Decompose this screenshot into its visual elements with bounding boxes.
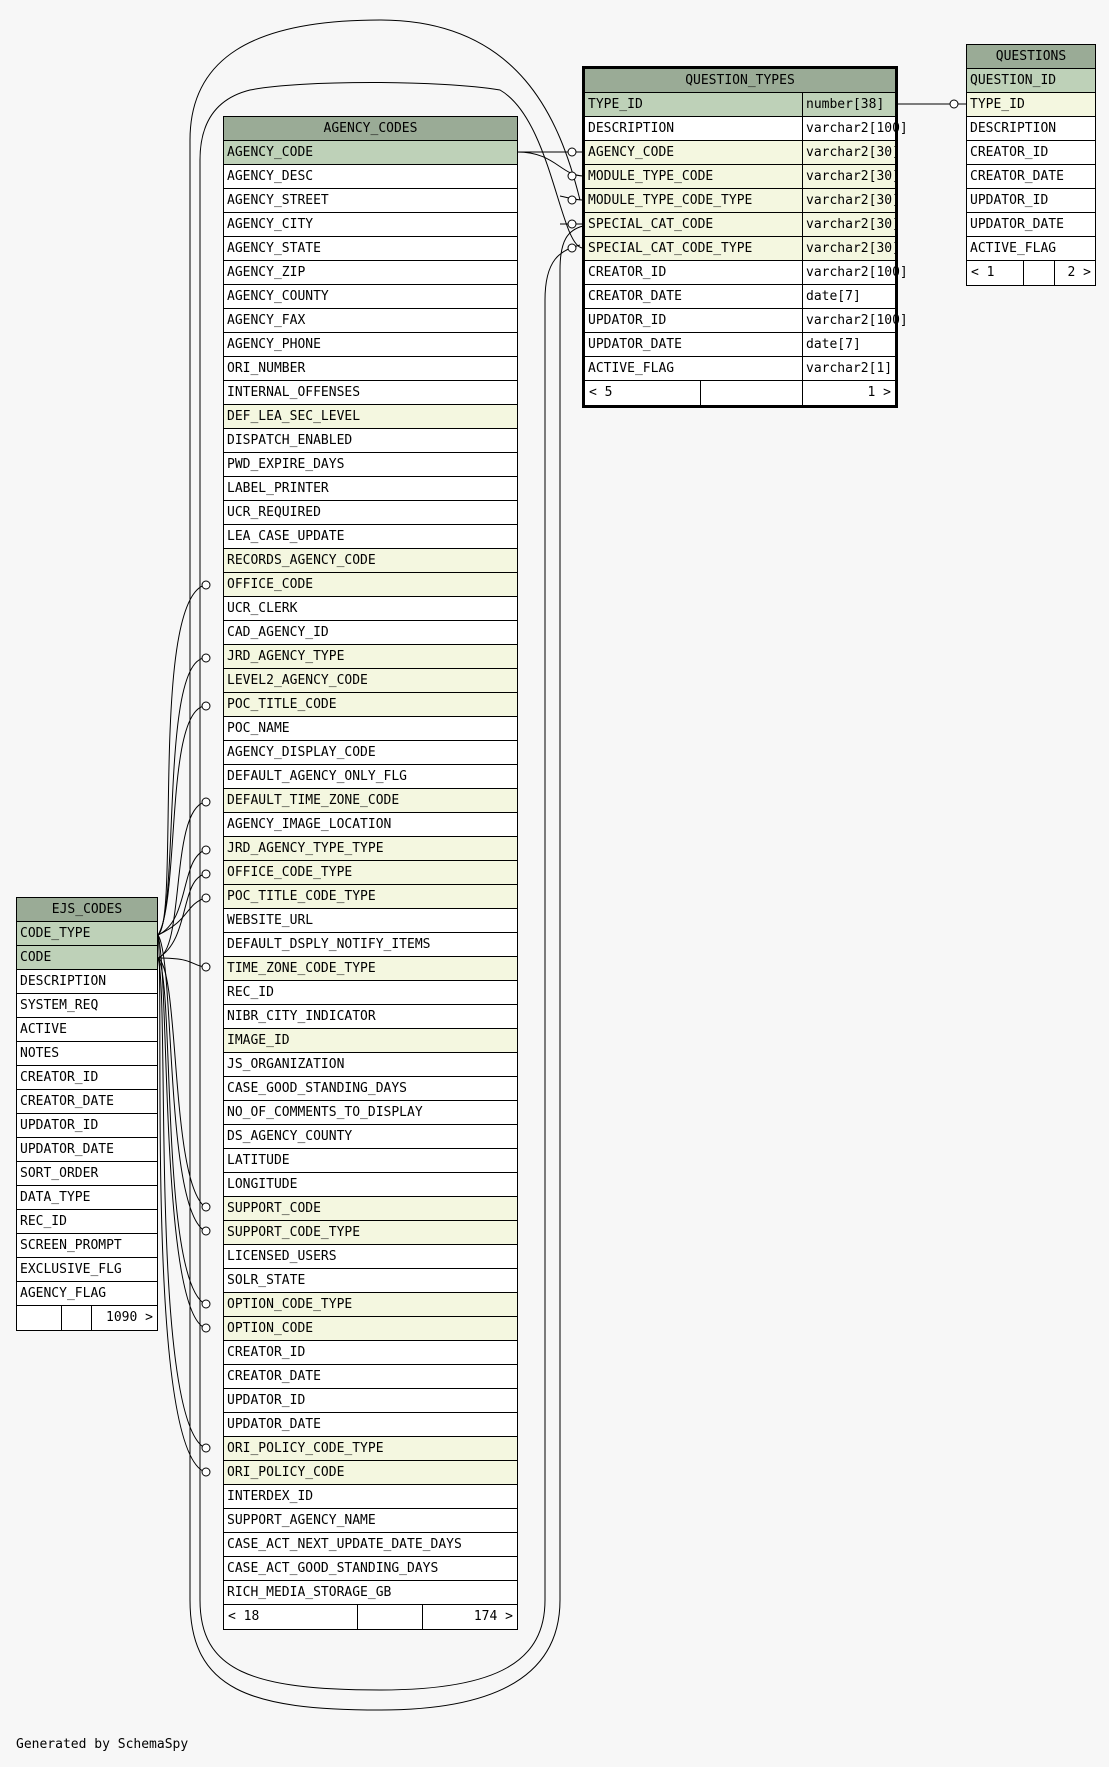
column-name: UPDATOR_ID	[970, 193, 1049, 208]
column-name: AGENCY_DISPLAY_CODE	[227, 745, 376, 760]
column-row[interactable]	[224, 1509, 517, 1533]
column-row[interactable]	[17, 1042, 157, 1066]
column-row[interactable]	[224, 1485, 517, 1509]
fk-module-type-code-type	[560, 196, 583, 200]
column-name: TYPE_ID	[588, 97, 643, 112]
column-name: SYSTEM_REQ	[20, 998, 99, 1013]
column-name: UCR_CLERK	[227, 601, 298, 616]
column-type: date[7]	[802, 285, 861, 309]
column-name: MODULE_TYPE_CODE	[588, 169, 714, 184]
fk-module-type-code	[517, 152, 583, 176]
column-row[interactable]	[585, 237, 900, 261]
column-type: varchar2[30]	[802, 213, 900, 237]
column-row[interactable]	[224, 933, 517, 957]
column-name: UPDATOR_DATE	[970, 217, 1064, 232]
column-row[interactable]	[224, 1125, 517, 1149]
column-type: varchar2[100]	[802, 117, 908, 141]
column-name: AGENCY_CODE	[227, 145, 314, 160]
column-row[interactable]	[17, 1114, 157, 1138]
column-name: SOLR_STATE	[227, 1273, 306, 1288]
column-row[interactable]	[224, 1029, 517, 1053]
column-row[interactable]	[224, 501, 517, 525]
column-row[interactable]	[224, 525, 517, 549]
column-name: NOTES	[20, 1046, 60, 1061]
children-count[interactable]: 2 >	[1067, 265, 1091, 280]
column-name: CODE	[20, 950, 52, 965]
column-name: DEFAULT_AGENCY_ONLY_FLG	[227, 769, 408, 784]
column-row[interactable]	[224, 573, 517, 597]
table-footer	[585, 381, 895, 405]
column-name: OFFICE_CODE_TYPE	[227, 865, 353, 880]
column-row[interactable]	[224, 789, 517, 813]
column-name: TIME_ZONE_CODE_TYPE	[227, 961, 376, 976]
column-name: AGENCY_STREET	[227, 193, 329, 208]
column-name: DEFAULT_DSPLY_NOTIFY_ITEMS	[227, 937, 431, 952]
column-row[interactable]	[17, 1066, 157, 1090]
column-row[interactable]	[224, 189, 517, 213]
column-row[interactable]	[224, 237, 517, 261]
column-name: ACTIVE_FLAG	[970, 241, 1057, 256]
column-name: DISPATCH_ENABLED	[227, 433, 353, 448]
column-name: AGENCY_FAX	[227, 313, 306, 328]
column-row[interactable]	[224, 957, 517, 981]
column-name: AGENCY_DESC	[227, 169, 314, 184]
table-title: QUESTION_TYPES	[685, 73, 795, 88]
column-name: REC_ID	[227, 985, 274, 1000]
column-row[interactable]	[224, 261, 517, 285]
column-name: DESCRIPTION	[20, 974, 107, 989]
column-row[interactable]	[224, 597, 517, 621]
table-title: EJS_CODES	[51, 902, 123, 917]
column-name: CREATOR_DATE	[20, 1094, 114, 1109]
column-row[interactable]	[17, 1162, 157, 1186]
column-name: CASE_GOOD_STANDING_DAYS	[227, 1081, 408, 1096]
table-footer	[967, 261, 1095, 285]
column-row[interactable]	[224, 1173, 517, 1197]
table-ejs-codes[interactable]	[16, 897, 158, 1331]
column-row[interactable]	[17, 1138, 157, 1162]
column-name: IMAGE_ID	[227, 1033, 290, 1048]
column-row[interactable]	[224, 885, 517, 909]
column-name: AGENCY_COUNTY	[227, 289, 329, 304]
column-row[interactable]	[224, 1437, 517, 1461]
column-name: AGENCY_FLAG	[20, 1286, 107, 1301]
column-row[interactable]	[224, 405, 517, 429]
column-name: DEF_LEA_SEC_LEVEL	[227, 409, 361, 424]
column-row[interactable]	[17, 970, 157, 994]
generated-by-label: Generated by SchemaSpy	[16, 1737, 189, 1752]
column-row[interactable]	[224, 381, 517, 405]
column-name: POC_TITLE_CODE	[227, 697, 337, 712]
column-row[interactable]	[224, 1389, 517, 1413]
column-row[interactable]	[17, 1258, 157, 1282]
column-row[interactable]	[585, 117, 908, 141]
column-row[interactable]	[224, 909, 517, 933]
column-row[interactable]	[224, 477, 517, 501]
column-name: REC_ID	[20, 1214, 67, 1229]
table-header[interactable]	[585, 69, 895, 93]
column-row[interactable]	[224, 333, 517, 357]
column-row[interactable]	[585, 357, 895, 381]
column-type: varchar2[1]	[802, 357, 892, 381]
column-row[interactable]	[224, 1461, 517, 1485]
column-name: CREATOR_ID	[970, 145, 1049, 160]
column-row[interactable]	[17, 1186, 157, 1210]
column-name: NO_OF_COMMENTS_TO_DISPLAY	[227, 1105, 423, 1120]
column-row[interactable]	[17, 1090, 157, 1114]
column-name: UPDATOR_ID	[20, 1118, 99, 1133]
column-row[interactable]	[224, 669, 517, 693]
column-name: LEA_CASE_UPDATE	[227, 529, 345, 544]
column-row[interactable]	[967, 165, 1095, 189]
column-name: CREATOR_DATE	[588, 289, 682, 304]
column-row[interactable]	[224, 1101, 517, 1125]
column-row[interactable]	[585, 333, 895, 357]
column-name: SCREEN_PROMPT	[20, 1238, 122, 1253]
column-row[interactable]	[224, 837, 517, 861]
column-row[interactable]	[585, 141, 900, 165]
table-questions[interactable]	[966, 44, 1096, 286]
column-name: CAD_AGENCY_ID	[227, 625, 329, 640]
column-row[interactable]	[224, 741, 517, 765]
parents-count[interactable]: < 18	[228, 1609, 260, 1624]
table-header[interactable]	[17, 898, 157, 922]
column-row[interactable]	[224, 213, 517, 237]
column-name: ACTIVE_FLAG	[588, 361, 675, 376]
column-name: SUPPORT_CODE	[227, 1201, 321, 1216]
column-row[interactable]	[224, 453, 517, 477]
table-footer	[224, 1605, 517, 1629]
column-row[interactable]	[585, 189, 900, 213]
column-name: MODULE_TYPE_CODE_TYPE	[588, 193, 753, 208]
column-name: JRD_AGENCY_TYPE	[227, 649, 345, 664]
column-row[interactable]	[967, 93, 1095, 117]
column-row[interactable]	[17, 1282, 157, 1306]
column-name: UPDATOR_DATE	[227, 1417, 321, 1432]
column-row[interactable]	[224, 861, 517, 885]
column-row[interactable]	[967, 237, 1095, 261]
column-name: CASE_ACT_NEXT_UPDATE_DATE_DAYS	[227, 1537, 462, 1552]
column-name: CREATOR_ID	[227, 1345, 306, 1360]
column-name: UPDATOR_ID	[227, 1393, 306, 1408]
column-row[interactable]	[585, 165, 900, 189]
column-name: TYPE_ID	[970, 97, 1025, 112]
column-name: CREATOR_DATE	[970, 169, 1064, 184]
column-row[interactable]	[967, 189, 1095, 213]
table-question-types[interactable]	[582, 66, 908, 408]
parents-count[interactable]: < 1	[971, 265, 995, 280]
table-header[interactable]	[967, 45, 1095, 69]
column-row[interactable]	[224, 1245, 517, 1269]
column-row[interactable]	[224, 813, 517, 837]
column-row[interactable]	[585, 285, 895, 309]
column-name: CREATOR_DATE	[227, 1369, 321, 1384]
column-type: varchar2[30]	[802, 237, 900, 261]
column-row[interactable]	[224, 645, 517, 669]
column-name: SPECIAL_CAT_CODE	[588, 217, 714, 232]
column-name: LICENSED_USERS	[227, 1249, 337, 1264]
column-name: ORI_POLICY_CODE	[227, 1465, 345, 1480]
column-type: varchar2[30]	[802, 165, 900, 189]
column-row[interactable]	[224, 717, 517, 741]
column-name: NIBR_CITY_INDICATOR	[227, 1009, 376, 1024]
column-name: ACTIVE	[20, 1022, 67, 1037]
column-row[interactable]	[224, 1557, 517, 1581]
children-count[interactable]: 1 >	[867, 385, 891, 400]
column-name: ORI_POLICY_CODE_TYPE	[227, 1441, 384, 1456]
column-row[interactable]	[224, 1149, 517, 1173]
column-name: AGENCY_ZIP	[227, 265, 306, 280]
column-row[interactable]	[224, 165, 517, 189]
column-name: CREATOR_ID	[20, 1070, 99, 1085]
column-name: SPECIAL_CAT_CODE_TYPE	[588, 241, 753, 256]
column-row[interactable]	[224, 141, 517, 165]
children-count[interactable]: 174 >	[473, 1609, 513, 1624]
column-type: varchar2[100]	[802, 261, 908, 285]
column-type: varchar2[100]	[802, 309, 908, 333]
column-name: ORI_NUMBER	[227, 361, 306, 376]
column-name: UPDATOR_ID	[588, 313, 667, 328]
table-footer	[17, 1306, 157, 1330]
column-row[interactable]	[224, 1197, 517, 1221]
column-name: LEVEL2_AGENCY_CODE	[227, 673, 368, 688]
column-row[interactable]	[967, 69, 1095, 93]
column-name: DESCRIPTION	[970, 121, 1057, 136]
column-row[interactable]	[967, 213, 1095, 237]
column-name: RICH_MEDIA_STORAGE_GB	[227, 1585, 392, 1600]
column-row[interactable]	[224, 549, 517, 573]
column-row[interactable]	[224, 309, 517, 333]
column-name: EXCLUSIVE_FLG	[20, 1262, 122, 1277]
column-row[interactable]	[224, 1317, 517, 1341]
column-row[interactable]	[585, 309, 908, 333]
table-header[interactable]	[224, 117, 517, 141]
column-name: LABEL_PRINTER	[227, 481, 329, 496]
column-name: DATA_TYPE	[20, 1190, 91, 1205]
column-name: AGENCY_IMAGE_LOCATION	[227, 817, 392, 832]
column-name: WEBSITE_URL	[227, 913, 314, 928]
column-name: LONGITUDE	[227, 1177, 298, 1192]
column-name: OPTION_CODE_TYPE	[227, 1297, 353, 1312]
column-name: AGENCY_CITY	[227, 217, 314, 232]
column-name: DEFAULT_TIME_ZONE_CODE	[227, 793, 400, 808]
column-row[interactable]	[17, 994, 157, 1018]
column-name: POC_TITLE_CODE_TYPE	[227, 889, 376, 904]
column-row[interactable]	[967, 141, 1095, 165]
column-type: date[7]	[802, 333, 861, 357]
column-row[interactable]	[585, 93, 895, 117]
column-row[interactable]	[17, 946, 157, 970]
column-row[interactable]	[224, 1005, 517, 1029]
column-name: PWD_EXPIRE_DAYS	[227, 457, 345, 472]
column-name: OFFICE_CODE	[227, 577, 314, 592]
column-name: LATITUDE	[227, 1153, 290, 1168]
column-type: varchar2[30]	[802, 189, 900, 213]
table-title: AGENCY_CODES	[323, 121, 418, 136]
column-name: CREATOR_ID	[588, 265, 667, 280]
parents-count[interactable]: < 5	[589, 385, 613, 400]
column-row[interactable]	[224, 429, 517, 453]
table-agency-codes[interactable]	[223, 116, 518, 1630]
column-row[interactable]	[224, 981, 517, 1005]
column-name: INTERNAL_OFFENSES	[227, 385, 361, 400]
column-row[interactable]	[17, 1234, 157, 1258]
column-name: QUESTION_ID	[970, 73, 1057, 88]
column-name: DESCRIPTION	[588, 121, 675, 136]
column-row[interactable]	[17, 1210, 157, 1234]
column-row[interactable]	[224, 285, 517, 309]
column-row[interactable]	[224, 1581, 517, 1605]
column-name: UPDATOR_DATE	[20, 1142, 114, 1157]
column-name: AGENCY_PHONE	[227, 337, 321, 352]
column-name: SUPPORT_CODE_TYPE	[227, 1225, 361, 1240]
column-name: JS_ORGANIZATION	[227, 1057, 345, 1072]
column-row[interactable]	[585, 261, 908, 285]
column-row[interactable]	[224, 1077, 517, 1101]
column-row[interactable]	[224, 693, 517, 717]
table-title: QUESTIONS	[995, 49, 1067, 64]
column-row[interactable]	[967, 117, 1095, 141]
column-name: CASE_ACT_GOOD_STANDING_DAYS	[227, 1561, 439, 1576]
column-name: JRD_AGENCY_TYPE_TYPE	[227, 841, 384, 856]
column-name: DS_AGENCY_COUNTY	[227, 1129, 353, 1144]
column-name: AGENCY_STATE	[227, 241, 321, 256]
column-row[interactable]	[224, 621, 517, 645]
column-row[interactable]	[224, 357, 517, 381]
column-name: INTERDEX_ID	[227, 1489, 314, 1504]
column-name: UCR_REQUIRED	[227, 505, 321, 520]
column-name: SORT_ORDER	[20, 1166, 99, 1181]
column-row[interactable]	[224, 1221, 517, 1245]
column-type: varchar2[30]	[802, 141, 900, 165]
column-row[interactable]	[224, 1293, 517, 1317]
column-row[interactable]	[17, 922, 157, 946]
column-name: OPTION_CODE	[227, 1321, 314, 1336]
column-name: AGENCY_CODE	[588, 145, 675, 160]
column-type: number[38]	[802, 93, 884, 117]
column-row[interactable]	[224, 765, 517, 789]
column-row[interactable]	[585, 213, 900, 237]
column-row[interactable]	[224, 1533, 517, 1557]
column-row[interactable]	[17, 1018, 157, 1042]
column-name: SUPPORT_AGENCY_NAME	[227, 1513, 376, 1528]
column-name: POC_NAME	[227, 721, 290, 736]
column-row[interactable]	[224, 1341, 517, 1365]
column-row[interactable]	[224, 1053, 517, 1077]
column-name: CODE_TYPE	[20, 926, 91, 941]
column-row[interactable]	[224, 1413, 517, 1437]
children-count[interactable]: 1090 >	[106, 1310, 153, 1325]
column-name: UPDATOR_DATE	[588, 337, 682, 352]
column-name: RECORDS_AGENCY_CODE	[227, 553, 376, 568]
column-row[interactable]	[224, 1365, 517, 1389]
column-row[interactable]	[224, 1269, 517, 1293]
